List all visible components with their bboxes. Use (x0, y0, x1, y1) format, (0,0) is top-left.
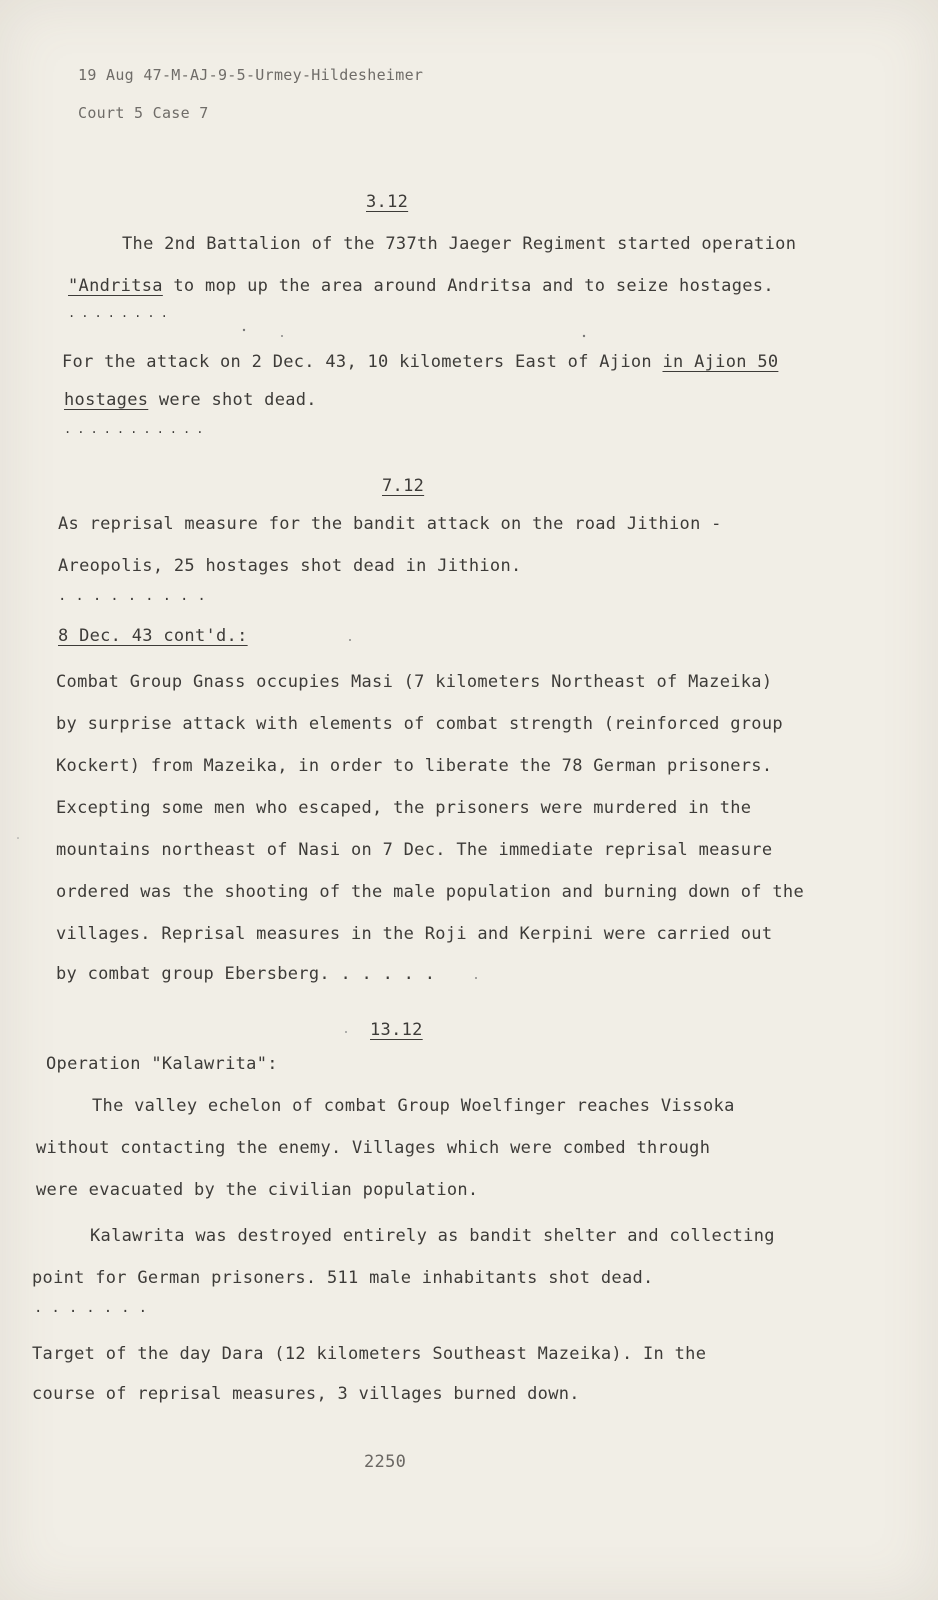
paragraph-line: Kalawrita was destroyed entirely as bandit shelter and collecting (90, 1226, 775, 1246)
paragraph-line (62, 352, 778, 372)
underlined-phrase: hostages (64, 390, 149, 410)
paragraph-line: without contacting the enemy. Villages which were combed through (36, 1138, 711, 1158)
paragraph-line: by surprise attack with elements of combat strength (reinforced group (56, 714, 783, 734)
paragraph-line (64, 390, 317, 410)
operation-subheading: Operation "Kalawrita": (46, 1054, 278, 1074)
section-heading-7-12: 7.12 (382, 476, 425, 496)
section-heading-13-12: 13.12 (370, 1020, 423, 1040)
paragraph-text: were shot dead. (148, 390, 317, 410)
paragraph-line: point for German prisoners. 511 male inhabitants shot dead. (32, 1268, 654, 1288)
paragraph-line: Areopolis, 25 hostages shot dead in Jithion. (58, 556, 522, 576)
section-heading-3-12: 3.12 (366, 192, 409, 212)
paragraph-text: For the attack on 2 Dec. 43, 10 kilometers East of Ajion (62, 352, 663, 372)
underlined-phrase: in Ajion 50 (662, 352, 779, 372)
section-heading-8-dec: 8 Dec. 43 cont'd.: (58, 626, 248, 646)
paragraph-text: to mop up the area around Andritsa and to seize hostages. (162, 276, 774, 296)
ellipsis-dots: ....... (34, 1300, 157, 1316)
ellipsis-dots: ........... (64, 422, 210, 436)
paragraph-line: villages. Reprisal measures in the Roji and Kerpini were carried out (56, 924, 773, 944)
paragraph-line: course of reprisal measures, 3 villages burned down. (32, 1384, 580, 1404)
paragraph-line: Kockert) from Mazeika, in order to liberate the 78 German prisoners. (56, 756, 773, 776)
ellipsis-dots: ......... (58, 588, 215, 604)
header-court-case-line: Court 5 Case 7 (78, 104, 209, 122)
paragraph-line: Combat Group Gnass occupies Masi (7 kilometers Northeast of Mazeika) (56, 672, 773, 692)
paragraph-line: mountains northeast of Nasi on 7 Dec. The immediate reprisal measure (56, 840, 773, 860)
paragraph-line (68, 276, 774, 296)
paragraph-line: ordered was the shooting of the male population and burning down of the (56, 882, 804, 902)
underlined-operation-name: "Andritsa (68, 276, 163, 296)
paragraph-line: Target of the day Dara (12 kilometers Southeast Mazeika). In the (32, 1344, 707, 1364)
paragraph-line: As reprisal measure for the bandit attack on the road Jithion - (58, 514, 722, 534)
ellipsis-dots: ........ (68, 306, 174, 320)
header-reference-line: 19 Aug 47-M-AJ-9-5-Urmey-Hildesheimer (78, 66, 424, 84)
paragraph-line: by combat group Ebersberg. . . . . . (56, 964, 436, 984)
paragraph-line: The valley echelon of combat Group Woelfinger reaches Vissoka (92, 1096, 735, 1116)
paragraph-line: Excepting some men who escaped, the prisoners were murdered in the (56, 798, 752, 818)
paragraph-line: were evacuated by the civilian population. (36, 1180, 479, 1200)
paragraph-line: The 2nd Battalion of the 737th Jaeger Regiment started operation (122, 234, 797, 254)
page-number: 2250 (364, 1452, 407, 1472)
